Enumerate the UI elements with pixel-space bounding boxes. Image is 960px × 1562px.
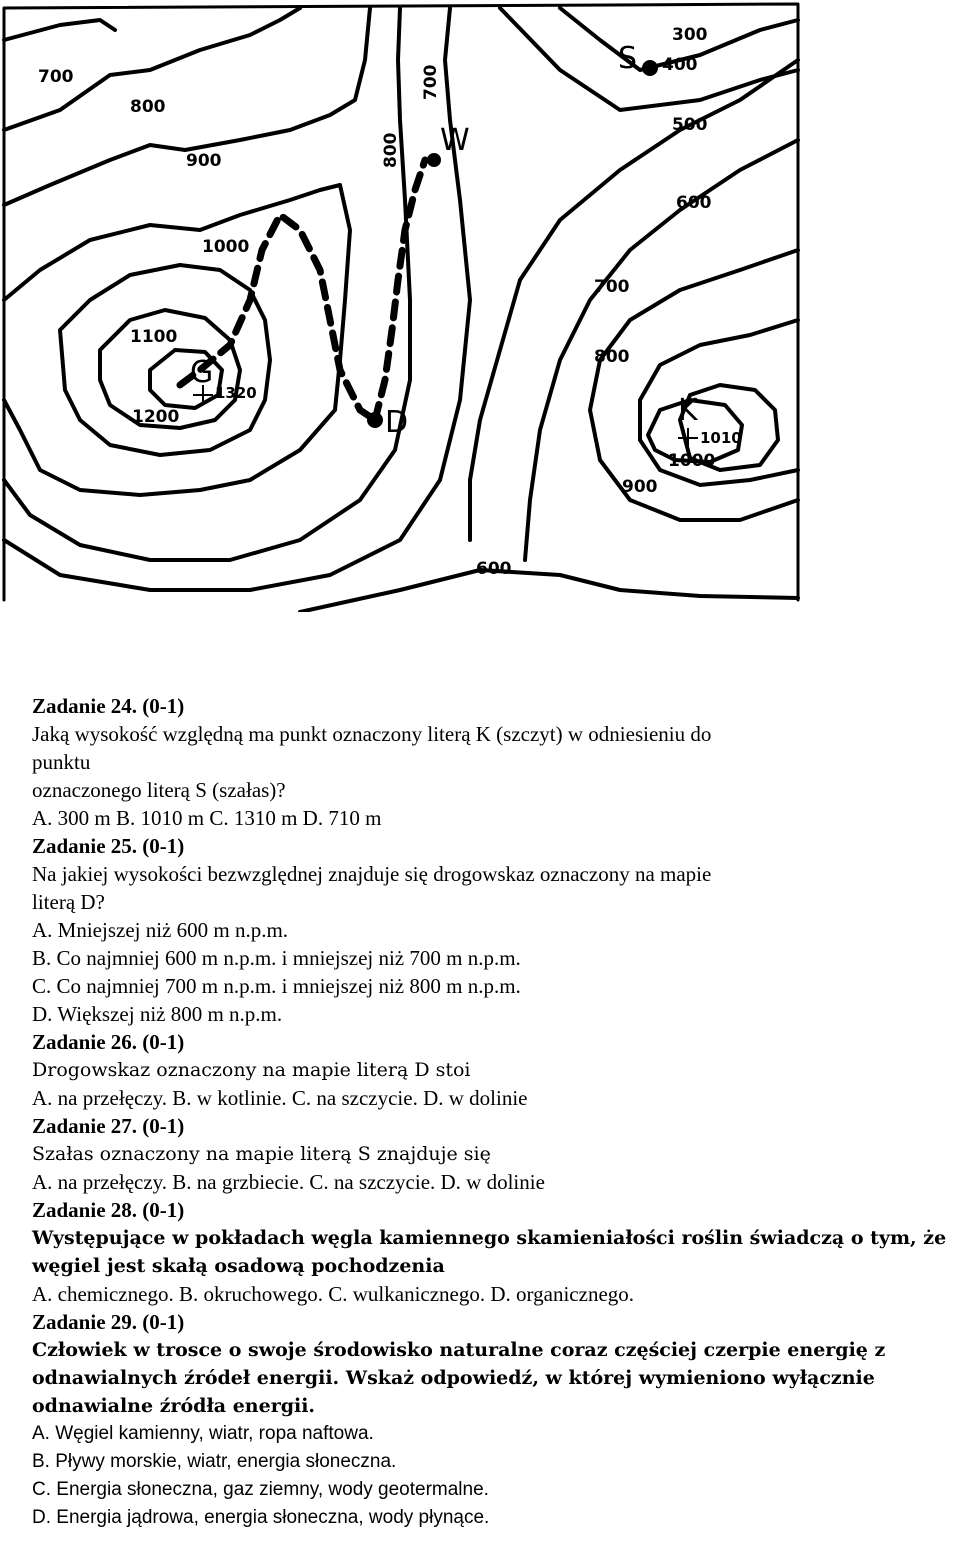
task-25-question-line1: Na jakiej wysokości bezwzględnej znajduje się drogowskaz oznaczony na mapie	[32, 862, 712, 886]
contour-600-bottom	[300, 570, 798, 612]
point-d-marker	[367, 412, 383, 428]
point-d-label: D	[385, 405, 409, 440]
task-25-answer-a: A. Mniejszej niż 600 m n.p.m.	[32, 918, 289, 942]
contour-900-lower	[4, 8, 410, 560]
point-s-marker	[642, 60, 658, 76]
task-29-answer-b: B. Pływy morskie, wiatr, energia słoneczna.	[32, 1451, 397, 1472]
contour-label: 1000	[668, 451, 716, 471]
contour-label: 600	[476, 559, 512, 579]
contour-label: 700	[38, 67, 74, 87]
task-26-answers: A. na przełęczy. B. w kotlinie. C. na szczycie. D. w dolinie	[32, 1086, 528, 1110]
point-w-marker	[427, 153, 441, 167]
task-29-answer-c: C. Energia słoneczna, gaz ziemny, wody geotermalne.	[32, 1479, 489, 1500]
point-s-label: S	[618, 41, 638, 76]
contour-label: 1200	[132, 407, 180, 427]
task-24-question-line1: Jaką wysokość względną ma punkt oznaczony literą K (szczyt) w odniesieniu do	[32, 722, 712, 746]
point-g-height: 1320	[215, 384, 257, 402]
task-25-answer-c: C. Co najmniej 700 m n.p.m. i mniejszej niż 800 m n.p.m.	[32, 974, 521, 998]
task-28-title: Zadanie 28. (0-1)	[32, 1198, 185, 1222]
contour-label: 400	[662, 55, 698, 75]
contour-label: 900	[186, 151, 222, 171]
task-27-answers: A. na przełęczy. B. na grzbiecie. C. na szczycie. D. w dolinie	[32, 1170, 545, 1194]
contour-600-right	[525, 140, 798, 560]
task-29-question: Człowiek w trosce o swoje środowisko naturalne coraz częściej czerpie energię z odnawialnych źródeł energii. Wskaż odpowiedź, w której wymieniono wyłącznie odnawialne źródła energii.	[32, 1339, 886, 1417]
task-25-question-line2: literą D?	[32, 890, 105, 914]
contour-label: 900	[622, 477, 658, 497]
task-29-title: Zadanie 29. (0-1)	[32, 1310, 185, 1334]
contour-label: 800	[594, 347, 630, 367]
contour-label: 300	[672, 25, 708, 45]
task-24-answers: A. 300 m B. 1010 m C. 1310 m D. 710 m	[32, 806, 382, 830]
contour-label: 800	[130, 97, 166, 117]
point-k-label: K	[678, 393, 698, 428]
contour-map	[0, 0, 960, 612]
task-25-answer-d: D. Większej niż 800 m n.p.m.	[32, 1002, 283, 1026]
contour-label: 500	[672, 115, 708, 135]
task-28-question: Występujące w pokładach węgla kamiennego skamieniałości roślin świadczą o tym, że węgiel jest skałą osadową pochodzenia	[32, 1227, 947, 1277]
contour-700-left	[4, 20, 115, 40]
contour-label: 1000	[202, 237, 250, 257]
contour-label: 700	[421, 64, 441, 100]
point-k-height: 1010	[700, 429, 742, 447]
task-27-title: Zadanie 27. (0-1)	[32, 1114, 185, 1138]
task-27-question: Szałas oznaczony na mapie literą S znajduje się	[32, 1143, 491, 1165]
task-25-title: Zadanie 25. (0-1)	[32, 834, 185, 858]
task-list	[32, 692, 957, 1532]
contour-900-left	[4, 8, 370, 205]
contour-label: 800	[381, 132, 401, 168]
contour-400-top	[500, 8, 798, 110]
task-28-answers: A. chemicznego. B. okruchowego. C. wulkanicznego. D. organicznego.	[32, 1282, 635, 1306]
task-26-title: Zadanie 26. (0-1)	[32, 1030, 185, 1054]
task-26-question: Drogowskaz oznaczony na mapie literą D stoi	[32, 1059, 471, 1081]
point-w-label: W	[440, 123, 470, 158]
contour-label: 1100	[130, 327, 178, 347]
trail-path-2	[375, 160, 425, 420]
task-24-title: Zadanie 24. (0-1)	[32, 694, 185, 718]
contour-label: 700	[594, 277, 630, 297]
task-25-answer-b: B. Co najmniej 600 m n.p.m. i mniejszej niż 700 m n.p.m.	[32, 946, 521, 970]
task-24-question-line2: punktu	[32, 750, 91, 774]
task-29-answer-d: D. Energia jądrowa, energia słoneczna, wody płynące.	[32, 1507, 490, 1528]
point-g-label: G	[190, 355, 214, 390]
task-29-answer-a: A. Węgiel kamienny, wiatr, ropa naftowa.	[32, 1423, 374, 1444]
task-24-question-line3: oznaczonego literą S (szałas)?	[32, 778, 286, 802]
contour-label: 600	[676, 193, 712, 213]
